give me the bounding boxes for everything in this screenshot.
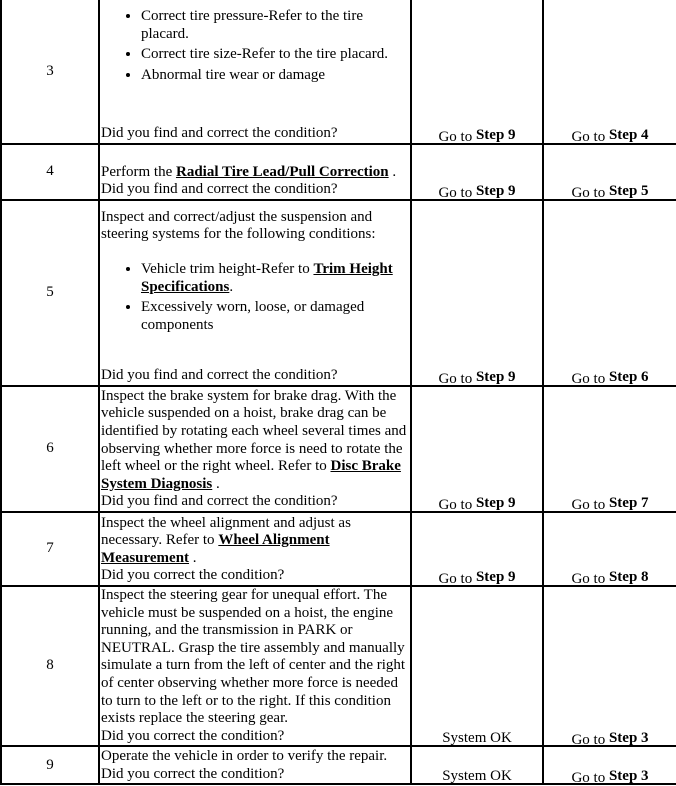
yes-cell bbox=[411, 512, 543, 586]
step-number: 5 bbox=[1, 200, 99, 386]
action-cell bbox=[99, 746, 411, 784]
condition-list bbox=[101, 8, 410, 84]
no-prefix: Go to bbox=[571, 185, 606, 202]
yes-step-link[interactable]: Step 9 bbox=[475, 495, 516, 512]
yes-prefix: Go to bbox=[438, 129, 473, 146]
system-ok-text: System OK bbox=[442, 729, 512, 746]
no-step-link[interactable]: Step 8 bbox=[608, 569, 649, 586]
list-item: • Correct tire pressure-Refer to the tire placard. bbox=[141, 8, 410, 43]
step-number: 3 bbox=[1, 0, 99, 144]
no-prefix: Go to bbox=[571, 497, 606, 514]
wheel-alignment-measurement-link[interactable]: Wheel Alignment Measurement bbox=[101, 532, 330, 566]
yes-step-link[interactable]: Step 9 bbox=[475, 569, 516, 586]
action-text: Inspect the wheel alignment and adjust as necessary. Refer to bbox=[101, 514, 351, 549]
action-text: Inspect the steering gear for unequal effort. The vehicle must be suspended on a hoist, the engine running, and the transmission in PARK or NEUTRAL. Grasp the tire assembly and manually simulate a turn from the left of center and the right of center observing whether more force is needed to turn to the left or to the right. If this condition exists replace the steering gear. bbox=[101, 587, 406, 727]
action-text: Perform the bbox=[101, 163, 173, 180]
yes-prefix: Go to bbox=[438, 571, 473, 588]
no-cell bbox=[543, 746, 676, 784]
action-cell bbox=[99, 386, 411, 512]
table-row-step-5 bbox=[1, 200, 676, 386]
no-cell bbox=[543, 200, 676, 386]
disc-brake-system-diagnosis-link[interactable]: Disc Brake System Diagnosis bbox=[101, 458, 401, 492]
action-intro: Inspect and correct/adjust the suspension and steering systems for the following conditions: bbox=[101, 208, 376, 243]
table-row-step-4 bbox=[1, 144, 676, 200]
no-prefix: Go to bbox=[571, 371, 606, 388]
no-prefix: Go to bbox=[571, 571, 606, 588]
table-row-step-3 bbox=[1, 0, 676, 144]
yes-cell bbox=[411, 586, 543, 746]
action-cell bbox=[99, 512, 411, 586]
no-cell bbox=[543, 512, 676, 586]
question-text: Did you find and correct the condition? bbox=[101, 493, 338, 510]
question-text: Did you find and correct the condition? bbox=[101, 125, 338, 142]
action-text-end: . bbox=[392, 163, 397, 180]
no-step-link[interactable]: Step 4 bbox=[608, 127, 649, 144]
step-number: 7 bbox=[1, 512, 99, 586]
trim-height-specifications-link[interactable]: Trim Height Specifications bbox=[141, 261, 393, 295]
no-step-link[interactable]: Step 3 bbox=[608, 729, 649, 746]
action-cell bbox=[99, 0, 411, 144]
table-row-step-9 bbox=[1, 746, 676, 784]
yes-cell bbox=[411, 200, 543, 386]
no-step-link[interactable]: Step 6 bbox=[608, 369, 649, 386]
question-text: Did you find and correct the condition? bbox=[101, 367, 338, 384]
yes-step-link[interactable]: Step 9 bbox=[475, 183, 516, 200]
yes-cell bbox=[411, 386, 543, 512]
list-item bbox=[141, 261, 410, 296]
question-text: Did you correct the condition? bbox=[101, 727, 285, 744]
yes-cell bbox=[411, 746, 543, 784]
no-cell bbox=[543, 386, 676, 512]
no-prefix: Go to bbox=[571, 769, 606, 786]
list-item: • Abnormal tire wear or damage bbox=[141, 67, 410, 85]
yes-step-link[interactable]: Step 9 bbox=[475, 369, 516, 386]
question-text: Did you correct the condition? bbox=[101, 567, 285, 584]
action-cell bbox=[99, 144, 411, 200]
no-prefix: Go to bbox=[571, 731, 606, 748]
system-ok-text: System OK bbox=[442, 767, 512, 784]
yes-prefix: Go to bbox=[438, 371, 473, 388]
list-item-end: . bbox=[229, 278, 234, 295]
yes-step-link[interactable]: Step 9 bbox=[475, 127, 516, 144]
action-cell bbox=[99, 586, 411, 746]
step-number: 9 bbox=[1, 746, 99, 784]
question-text: Did you find and correct the condition? bbox=[101, 181, 338, 198]
no-cell bbox=[543, 144, 676, 200]
no-step-link[interactable]: Step 3 bbox=[608, 767, 649, 784]
question-text: Did you correct the condition? bbox=[101, 765, 285, 782]
table-row-step-8 bbox=[1, 586, 676, 746]
step-number: 8 bbox=[1, 586, 99, 746]
no-prefix: Go to bbox=[571, 129, 606, 146]
no-cell bbox=[543, 586, 676, 746]
step-number: 4 bbox=[1, 144, 99, 200]
action-text: Operate the vehicle in order to verify the repair. bbox=[101, 748, 388, 765]
action-cell bbox=[99, 200, 411, 386]
action-text-end: . bbox=[216, 475, 220, 492]
action-text: Inspect the brake system for brake drag. With the vehicle suspended on a hoist, brake drag can be identified by rotating each wheel several times and observing whether more force is need to rotate the left wheel or the right wheel. Refer to bbox=[101, 387, 407, 475]
table-row-step-7 bbox=[1, 512, 676, 586]
yes-prefix: Go to bbox=[438, 497, 473, 514]
yes-cell bbox=[411, 144, 543, 200]
yes-prefix: Go to bbox=[438, 185, 473, 202]
yes-cell bbox=[411, 0, 543, 144]
list-item: • Correct tire size-Refer to the tire placard. bbox=[141, 46, 410, 64]
table-row-step-6 bbox=[1, 386, 676, 512]
no-cell bbox=[543, 0, 676, 144]
action-text-end: . bbox=[192, 549, 197, 566]
list-item-text: Vehicle trim height-Refer to bbox=[141, 261, 310, 278]
list-item: • Excessively worn, loose, or damaged components bbox=[141, 299, 410, 334]
condition-list bbox=[101, 261, 410, 334]
no-step-link[interactable]: Step 7 bbox=[608, 495, 649, 512]
no-step-link[interactable]: Step 5 bbox=[608, 183, 649, 200]
step-number: 6 bbox=[1, 386, 99, 512]
radial-tire-lead-pull-link[interactable]: Radial Tire Lead/Pull Correction bbox=[175, 163, 389, 180]
